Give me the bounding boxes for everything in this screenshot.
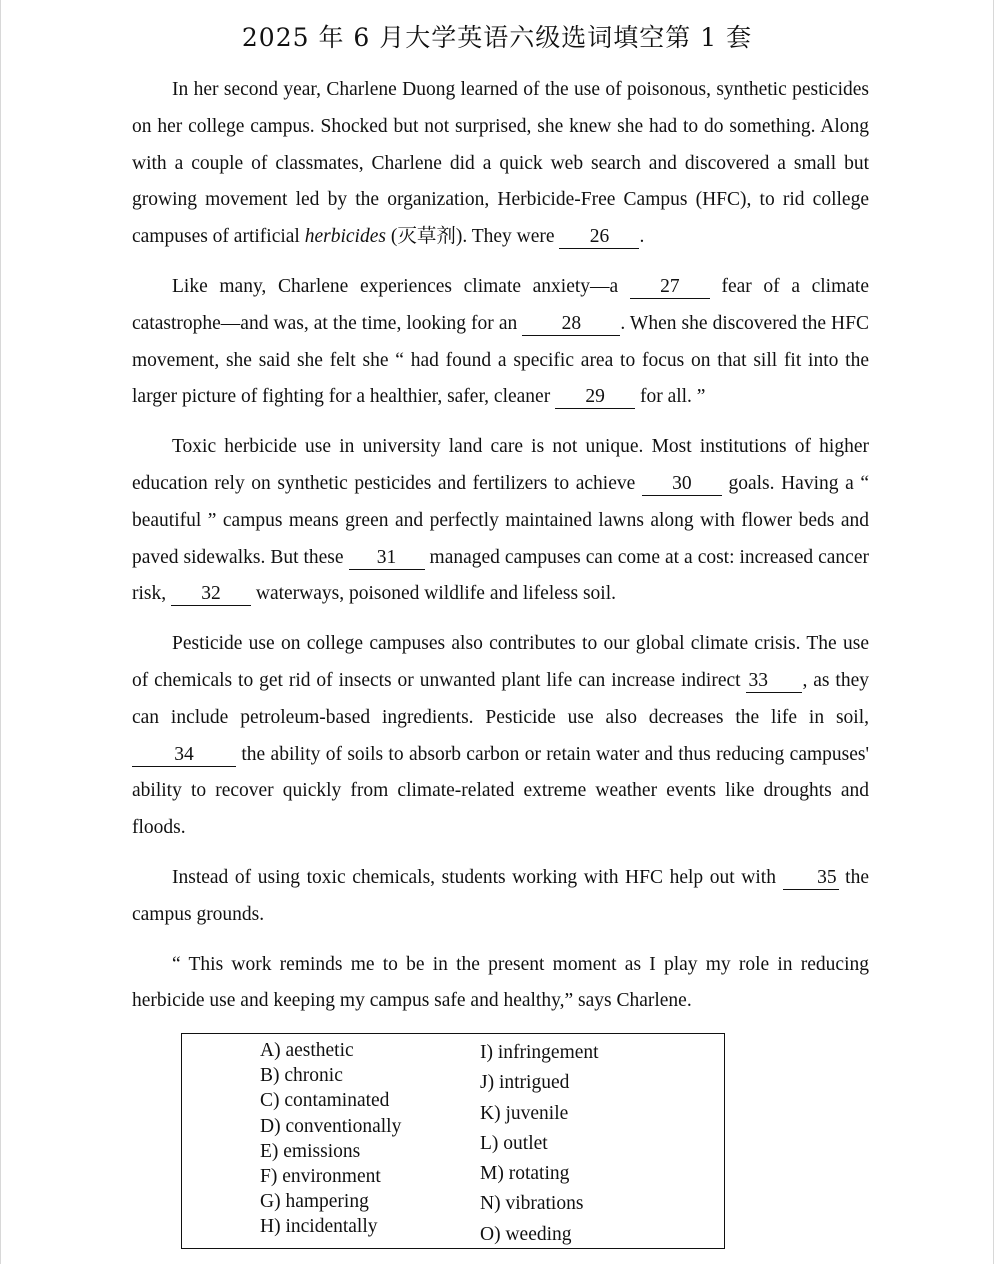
blank-34: 34	[132, 744, 236, 767]
paragraph-3-text-4: waterways, poisoned wildlife and lifeless soil.	[251, 583, 617, 605]
blank-29: 29	[555, 386, 635, 409]
paragraph-2-text-3: . When she discovered the HFC movement, she said she felt she “ had found a specific area to focus on that sill fit into the larger picture of fighting for a healthier, safer, cleaner	[132, 312, 869, 408]
word-bank	[181, 1033, 725, 1249]
blank-30: 30	[642, 473, 722, 496]
word-bank-left-column	[260, 1038, 401, 1240]
paragraph-5	[132, 860, 869, 934]
blank-26: 26	[559, 226, 639, 249]
paragraph-4-text-3: the ability of soils to absorb carbon or retain water and thus reducing campuses' ability to recover quickly from climate-related extreme weather events like droughts and floods.	[132, 743, 869, 839]
paragraph-1-text-1: In her second year, Charlene Duong learned of the use of poisonous, synthetic pesticides on her college campus. Shocked but not surprised, she knew she had to do something. Along with a couple of classmates, Charlene did a quick web search and discovered a small but growing movement led by the organization, Herbicide-Free Campus (HFC), to rid college campuses of artificial	[132, 79, 869, 248]
blank-28: 28	[522, 313, 620, 336]
option-a: A) aesthetic	[260, 1040, 354, 1061]
option-k: K) juvenile	[480, 1102, 569, 1124]
passage	[132, 72, 869, 1033]
paragraph-4-text-1: Pesticide use on college campuses also contributes to our global climate crisis. The use of chemicals to get rid of insects or unwanted plant life can increase indirect	[132, 633, 869, 691]
blank-35: 35	[783, 867, 839, 890]
paragraph-1-text-2: (灭草剂). They were	[385, 226, 560, 248]
blank-32: 32	[171, 583, 251, 606]
paragraph-6-text-1: “ This work reminds me to be in the present moment as I play my role in reducing herbicide use and keeping my campus safe and healthy,” says Charlene.	[132, 953, 869, 1012]
option-g: G) hampering	[260, 1191, 369, 1213]
page-title: 2025 年 6 月大学英语六级选词填空第 1 套	[241, 23, 753, 52]
option-e: E) emissions	[260, 1140, 361, 1162]
paragraph-3-text-3: managed campuses can come at a cost: increased cancer risk,	[132, 546, 869, 605]
option-l: L) outlet	[480, 1132, 548, 1154]
option-d: D) conventionally	[260, 1115, 402, 1137]
paragraph-6	[132, 947, 869, 1021]
herbicides-italic: herbicides	[304, 226, 386, 248]
paragraph-3	[132, 429, 869, 613]
paragraph-2-text-4: for all. ”	[635, 386, 706, 408]
option-b: B) chronic	[260, 1065, 343, 1087]
paragraph-2	[132, 269, 869, 416]
paragraph-4-text-2: , as they can include petroleum-based ingredients. Pesticide use also decreases the life in soil,	[132, 669, 869, 728]
option-i: I) infringement	[480, 1042, 599, 1063]
option-j: J) intrigued	[480, 1072, 570, 1094]
paragraph-4	[132, 626, 869, 847]
paragraph-1	[132, 72, 869, 256]
paragraph-2-text-2: fear of a climate catastrophe—and was, at the time, looking for an	[132, 275, 869, 334]
option-m: M) rotating	[480, 1163, 570, 1185]
blank-33: 33	[746, 670, 802, 693]
paragraph-3-text-2: goals. Having a “ beautiful ” campus means green and perfectly maintained lawns along with flower beds and paved sidewalks. But these	[132, 472, 869, 568]
option-n: N) vibrations	[480, 1193, 584, 1215]
option-c: C) contaminated	[260, 1090, 390, 1112]
option-h: H) incidentally	[260, 1216, 378, 1238]
paragraph-2-text-1: Like many, Charlene experiences climate anxiety—a	[172, 275, 630, 297]
blank-27: 27	[630, 276, 710, 299]
blank-31: 31	[349, 547, 425, 570]
paragraph-1-text-3: .	[639, 226, 645, 248]
paragraph-5-text-1: Instead of using toxic chemicals, students working with HFC help out with	[172, 866, 783, 888]
paragraph-3-text-1: Toxic herbicide use in university land care is not unique. Most institutions of higher education rely on synthetic pesticides and fertilizers to achieve	[132, 436, 869, 494]
word-bank-right-column	[480, 1038, 599, 1250]
paragraph-5-text-2: the campus grounds.	[132, 866, 870, 925]
option-o: O) weeding	[480, 1223, 572, 1245]
option-f: F) environment	[260, 1166, 381, 1188]
